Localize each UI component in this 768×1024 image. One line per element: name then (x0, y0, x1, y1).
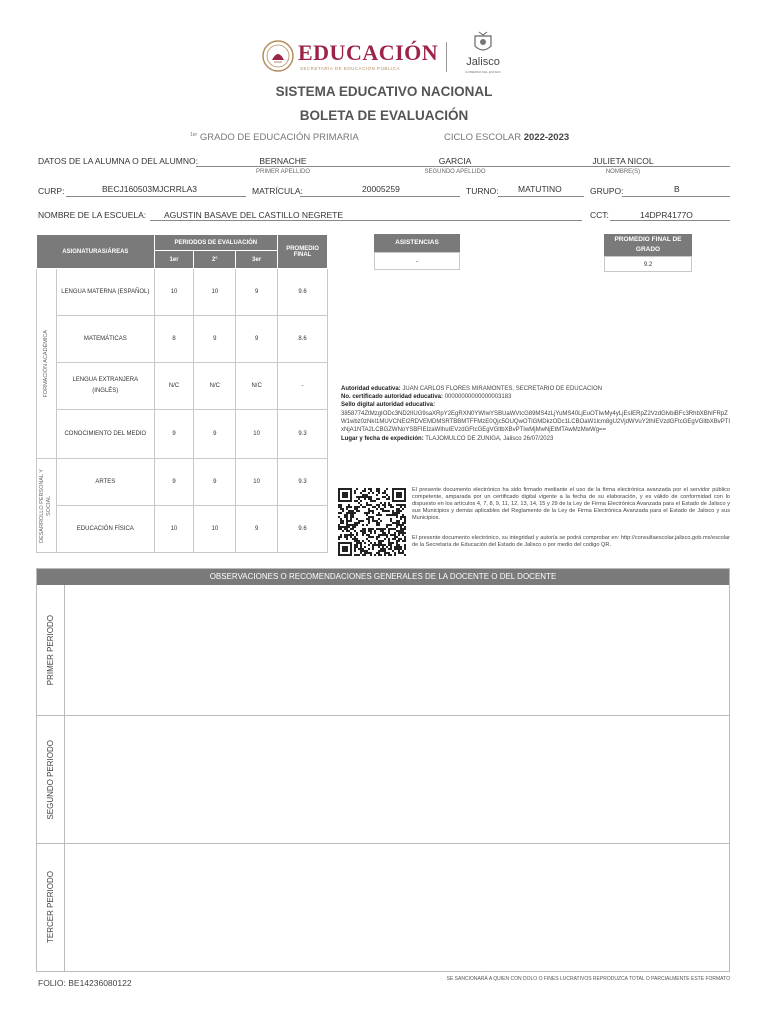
table-row (37, 316, 328, 363)
cct-label: CCT: (590, 210, 609, 220)
first-surname-caption: PRIMER APELLIDO (255, 169, 311, 175)
subject-name: MATEMÁTICAS (56, 316, 154, 363)
academic-group-cell (37, 269, 57, 459)
seal-label: Sello digital autoridad educativa: (341, 402, 436, 408)
second-surname-caption: SEGUNDO APELLIDO (424, 169, 486, 175)
subjects-header: ASIGNATURAS/ÁREAS (37, 235, 155, 269)
seal-value: 3858774ZtMzgIODc3ND2IIUG9saXRpY2EgRXN0YWIwYSBUaWVtcG89MS4zLjYuMS40LjEuOTIwMy4yLjEsIERpZ2VzdGlvbiBFc3RhbXBhIFRpZW1wbz0zNkI1MUVCNEI2RDVEMDMSRTBBMTFFMzE0Qjc5OUQwOTlGMDkzODc1LCBOaW1lcm8gU2VjdWVuY2lhIEVzdGFtcGEgVGltbXBvPTIxNjA1NTA2LCBGZWNoYSBFIEIzaWIhuIEVzdGFtcGEgVGltbXBvPTIwMjMwNjEtMTAwMzMwWg== (341, 411, 731, 433)
subject-name: LENGUA MATERNA (ESPAÑOL) (56, 269, 154, 316)
grade-p1: 8 (154, 316, 194, 363)
grade-average: 8.6 (278, 316, 328, 363)
certificate-label: No. certificado autoridad educativa: (341, 394, 444, 400)
final-grade-value: 9.2 (604, 256, 692, 272)
table-row (37, 410, 328, 459)
school-line (150, 220, 582, 221)
certificate-line (341, 393, 731, 401)
observation-period-3 (37, 843, 729, 971)
place-label: Lugar y fecha de expedición: (341, 436, 424, 442)
grade-average: 9.3 (278, 459, 328, 506)
jalisco-text: Jalisco (466, 56, 500, 68)
logo-subtitle: SECRETARÍA DE EDUCACIÓN PÚBLICA (300, 66, 400, 71)
given-names: JULIETA NICOL (592, 156, 654, 166)
cct-line (610, 220, 730, 221)
grupo-line (622, 196, 730, 197)
observations-section (36, 568, 730, 972)
grade-p2: 9 (194, 316, 236, 363)
seal-line (341, 401, 731, 409)
grade-p3: N/C (236, 363, 278, 410)
period-2-label: SEGUNDO PERIODO (46, 739, 55, 820)
attendance-value: - (374, 252, 460, 270)
curp-line (66, 196, 246, 197)
jalisco-crest-icon (471, 30, 495, 56)
school-label: NOMBRE DE LA ESCUELA: (38, 210, 147, 220)
title-report-card: BOLETA DE EVALUACIÓN (299, 108, 469, 123)
grade-line (190, 132, 359, 143)
grade-p1: 10 (154, 506, 194, 553)
period-1-side (37, 585, 65, 715)
period-2-header: 2° (194, 251, 236, 269)
grade-p2: N/C (194, 363, 236, 410)
observation-period-1 (37, 585, 729, 715)
grupo-value: B (674, 184, 680, 194)
final-average-header: PROMEDIO FINAL (278, 235, 328, 269)
grade-superscript: 1er (190, 132, 198, 138)
cycle-label: CICLO ESCOLAR (444, 132, 522, 143)
legal-notice: SE SANCIONARÁ A QUIEN CON DOLO O FINES LUCRATIVOS REPRODUZCA TOTAL O PARCIALMENTE ESTE FORMATO (446, 976, 730, 982)
second-surname: GARCIA (438, 156, 472, 166)
grade-p3: 9 (236, 316, 278, 363)
subject-name: EDUCACIÓN FÍSICA (56, 506, 154, 553)
place-value: TLAJOMULCO DE ZUNIGA, Jalisco 26/07/2023 (425, 436, 554, 442)
periods-header: PERIODOS DE EVALUACIÓN (154, 235, 277, 251)
title-national-system: SISTEMA EDUCATIVO NACIONAL (275, 84, 493, 99)
grade-p3: 9 (236, 269, 278, 316)
personal-group-cell (37, 459, 57, 553)
period-2-side (37, 716, 65, 843)
authority-label: Autoridad educativa: (341, 386, 401, 392)
first-surname: BERNACHE (259, 156, 307, 166)
eagle-seal-icon (262, 40, 294, 72)
matricula-line (300, 196, 460, 197)
student-name-line (196, 166, 730, 167)
grade-p3: 10 (236, 410, 278, 459)
grade-p2: 10 (194, 269, 236, 316)
grade-p1: 9 (154, 459, 194, 506)
jalisco-subtext: GOBIERNO DEL ESTADO (465, 70, 501, 74)
period-1-label: PRIMER PERIODO (46, 614, 55, 686)
curp-label: CURP: (38, 186, 65, 196)
grade-p1: N/C (154, 363, 194, 410)
turno-label: TURNO: (466, 186, 499, 196)
matricula-value: 20005259 (362, 184, 400, 194)
grade-p3: 10 (236, 459, 278, 506)
table-row (37, 269, 328, 316)
observation-period-2 (37, 715, 729, 843)
verification-notice: El presente documento electrónico, su integridad y autoría se podrá comprobar en: http://consultaescolar.jalisco.gob.mx/escolar de la Secretaría de Educación del Estado de Jalisco o por medio del codigo QR. (412, 535, 730, 548)
student-data-label: DATOS DE LA ALUMNA O DEL ALUMNO: (38, 156, 198, 166)
sep-logo (262, 38, 438, 78)
observations-header: OBSERVACIONES O RECOMENDACIONES GENERALES DE LA DOCENTE O DEL DOCENTE (37, 569, 729, 585)
period-1-header: 1er (154, 251, 194, 269)
subject-name: LENGUA EXTRANJERA (INGLÉS) (56, 363, 154, 410)
table-row (37, 459, 328, 506)
curp-value: BECJ160503MJCRRLA3 (102, 184, 197, 194)
folio: FOLIO: BE14236080122 (38, 978, 132, 988)
grade-average: 9.6 (278, 506, 328, 553)
cct-value: 14DPR4177O (640, 210, 693, 220)
grade-p2: 9 (194, 459, 236, 506)
grade-p1: 9 (154, 410, 194, 459)
qr-code (338, 488, 406, 556)
subject-name: CONOCIMIENTO DEL MEDIO (56, 410, 154, 459)
grade-text: GRADO DE EDUCACIÓN PRIMARIA (199, 132, 359, 144)
authority-value: JUAN CARLOS FLORES MIRAMONTES, SECRETARIO DE EDUCACION (402, 386, 602, 392)
turno-line (498, 196, 584, 197)
table-row (37, 363, 328, 410)
attendance-header: ASISTENCIAS (374, 234, 460, 252)
cycle-line (444, 132, 569, 143)
cycle-value: 2022-2023 (523, 132, 570, 143)
personal-group-label: DESARROLLO PERSONAL Y SOCIAL (39, 468, 53, 543)
grade-average: 9.6 (278, 269, 328, 316)
final-grade-header: PROMEDIO FINAL DE GRADO (604, 234, 692, 256)
logo-divider (446, 42, 447, 72)
grupo-label: GRUPO: (590, 186, 624, 196)
electronic-signature-notice: El presente documento electrónico ha sido firmado mediante el uso de la firma electrónica avanzada por el servidor público competente, amparada por un certificado digital vigente a la fecha de su elaboración, y es válido de conformidad con lo dispuesto en los artículos 4, 7, 8, 9, 11, 12, 13, 14, 15 y 29 de la Ley de Firma Electrónica Avanzada para el Estado de Jalisco y sus Municipios y demás aplicables del Reglamento de la Ley de Firma Electrónica Avanzada para el Estado de Jalisco y sus Municipios. (412, 487, 730, 521)
grade-p3: 9 (236, 506, 278, 553)
logo-text: EDUCACIÓN (298, 40, 439, 65)
grade-p2: 9 (194, 410, 236, 459)
grades-table (36, 234, 328, 553)
subject-name: ARTES (56, 459, 154, 506)
grade-average: 9.3 (278, 410, 328, 459)
school-value: AGUSTIN BASAVE DEL CASTILLO NEGRETE (164, 210, 344, 220)
matricula-label: MATRÍCULA: (252, 186, 303, 196)
grade-p1: 10 (154, 269, 194, 316)
period-3-side (37, 844, 65, 971)
academic-group-label: FORMACIÓN ACADÉMICA (42, 329, 49, 398)
period-3-header: 3er (236, 251, 278, 269)
grade-average: - (278, 363, 328, 410)
certificate-value: 00000000000000003183 (444, 394, 512, 400)
table-row (37, 506, 328, 553)
jalisco-logo (458, 30, 508, 78)
place-line (341, 435, 731, 443)
authority-block (341, 385, 731, 443)
grade-p2: 10 (194, 506, 236, 553)
authority-line (341, 385, 731, 393)
period-3-label: TERCER PERIODO (46, 871, 55, 944)
turno-value: MATUTINO (518, 184, 562, 194)
given-names-caption: NOMBRE(S) (605, 169, 641, 175)
